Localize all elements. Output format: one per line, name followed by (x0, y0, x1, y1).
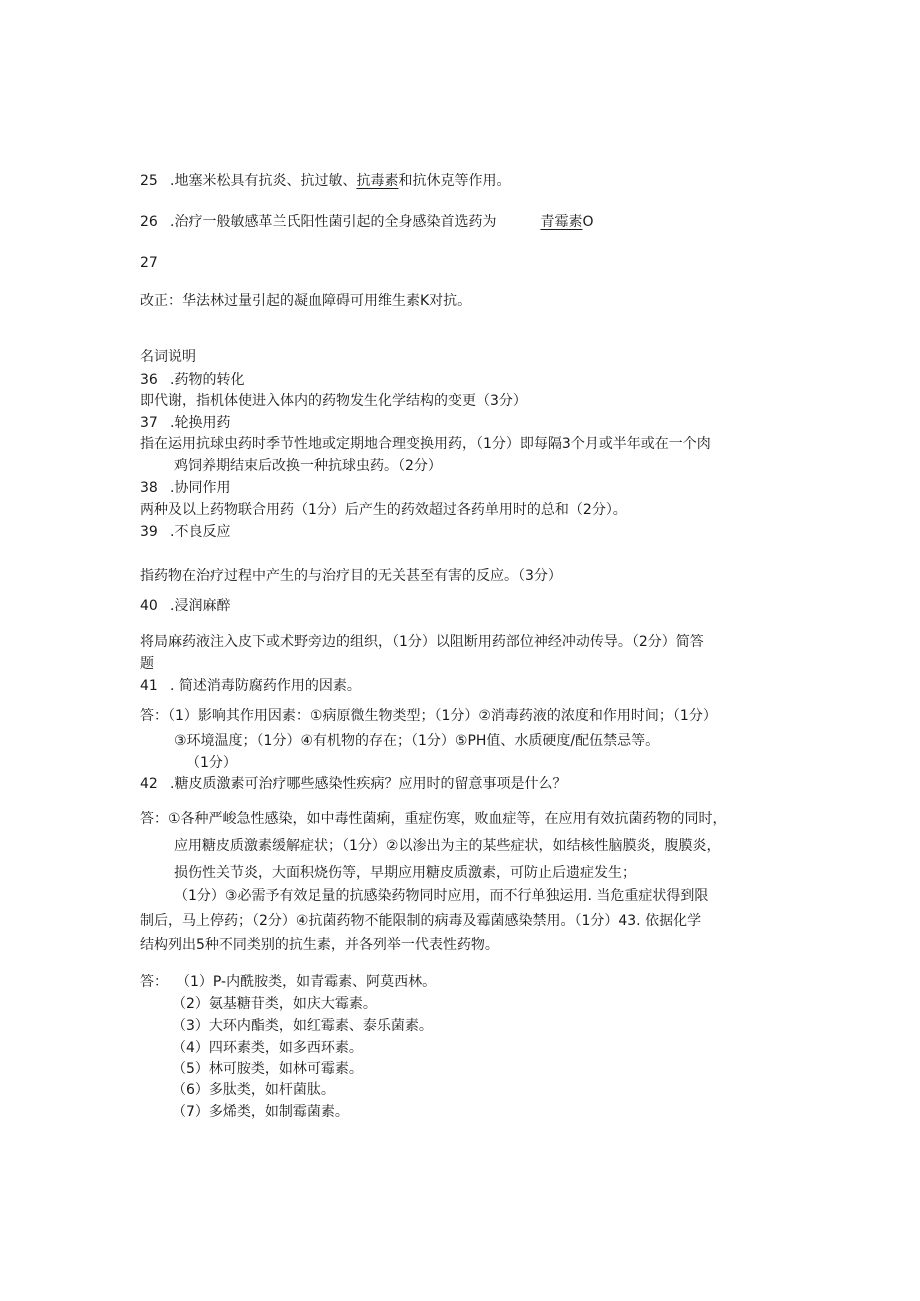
answer-43-item: （2）氨基糖苷类，如庆大霉素。 (172, 996, 377, 1012)
term-number: 38 (140, 480, 158, 496)
answer-42-line: 制后，马上停药；（2分）④抗菌药物不能限制的病毒及霉菌感染禁用。（1分）43. 依据化学 (140, 913, 702, 929)
term-title: .不良反应 (170, 524, 231, 540)
term-38-title (140, 478, 230, 498)
answer-blank: 青霉素 (540, 214, 583, 230)
question-number: 42 (140, 776, 158, 792)
question-text: O (582, 214, 594, 230)
answer-42-line: 答：①各种严峻急性感染，如中毒性菌痢，重症伤寒，败血症等，在应用有效抗菌药物的同时， (140, 811, 727, 827)
answer-41-line: （1分） (186, 755, 237, 771)
answer-42-line: 损伤性关节炎，大面积烧伤等，早期应用糖皮质激素，可防止后遗症发生； (174, 865, 636, 881)
answer-43-item: （4）四环素类，如多西环素。 (172, 1040, 363, 1056)
term-number: 40 (140, 598, 158, 614)
question-43-title: 结构列出5种不同类别的抗生素，并各列举一代表性药物。 (140, 937, 499, 953)
term-number: 39 (140, 524, 158, 540)
answer-42-line: 应用糖皮质激素缓解症状；（1分）②以渗出为主的某些症状，如结核性脑膜炎，腹膜炎， (174, 838, 721, 854)
answer-42-line: （1分）③必需予有效足量的抗感染药物同时应用，而不行单独运用. 当危重症状得到限 (174, 888, 709, 904)
question-42-title (140, 774, 566, 794)
term-37-definition: 指在运用抗球虫药时季节性地或定期地合理变换用药，（1分）即每隔3个月或半年或在一个肉 (140, 436, 711, 452)
question-text: .治疗一般敏感革兰氏阳性菌引起的全身感染首选药为 (170, 214, 497, 230)
answer-41-line: ③环境温度；（1分）④有机物的存在；（1分）⑤PH值、水质硬度/配伍禁忌等。 (174, 733, 660, 749)
term-39-title (140, 522, 230, 542)
answer-blank: 抗毒素 (356, 173, 399, 189)
answer-43-item: （7）多烯类，如制霉菌素。 (172, 1104, 349, 1120)
answer-43-item: （1）P-内酰胺类，如青霉素、阿莫西林。 (176, 974, 437, 990)
answer-41-line: 答：（1）影响其作用因素：①病原微生物类型；（1分）②消毒药液的浓度和作用时间；（1分） (140, 708, 717, 724)
term-37-title (140, 413, 230, 433)
question-27-number: 27 (140, 255, 158, 271)
section-heading-continuation: 题 (140, 656, 154, 672)
term-number: 37 (140, 415, 158, 431)
question-text: . 简述消毒防腐药作用的因素。 (170, 678, 361, 694)
term-38-definition: 两种及以上药物联合用药（1分）后产生的药效超过各药单用时的总和（2分）。 (140, 502, 627, 518)
term-title: .浸润麻醉 (170, 598, 231, 614)
question-25 (140, 171, 510, 191)
question-41-title (140, 676, 361, 696)
question-number: 25 (140, 173, 158, 189)
question-number: 26 (140, 214, 158, 230)
question-27-text: 改正：华法林过量引起的凝血障碍可用维生素K对抗。 (140, 293, 472, 309)
answer-43-item: （3）大环内酯类，如红霉素、泰乐菌素。 (172, 1018, 433, 1034)
section-heading: 名词说明 (140, 349, 196, 365)
term-39-definition: 指药物在治疗过程中产生的与治疗目的无关甚至有害的反应。（3分） (140, 568, 562, 584)
question-text: .糖皮质激素可治疗哪些感染性疾病？应用时的留意事项是什么？ (170, 776, 567, 792)
term-title: .轮换用药 (170, 415, 231, 431)
question-text: .地塞米松具有抗炎、抗过敏、 (170, 173, 357, 189)
question-26 (140, 212, 593, 232)
term-37-definition: 鸡饲养期结束后改换一种抗球虫药。（2分） (174, 458, 442, 474)
answer-43-item: （5）林可胺类，如林可霉素。 (172, 1061, 363, 1077)
answer-43-item: （6）多肽类，如杆菌肽。 (172, 1082, 335, 1098)
term-40-definition: 将局麻药液注入皮下或术野旁边的组织，（1分）以阻断用药部位神经冲动传导。（2分）简答 (140, 634, 704, 650)
term-title: .药物的转化 (170, 372, 245, 388)
answer-43-prefix: 答： (140, 974, 168, 990)
question-number: 41 (140, 678, 158, 694)
term-title: .协同作用 (170, 480, 231, 496)
term-40-title (140, 596, 230, 616)
question-text: 和抗休克等作用。 (398, 173, 511, 189)
term-36-title (140, 370, 244, 390)
term-36-definition: 即代谢，指机体使进入体内的药物发生化学结构的变更（3分） (140, 393, 527, 409)
term-number: 36 (140, 372, 158, 388)
